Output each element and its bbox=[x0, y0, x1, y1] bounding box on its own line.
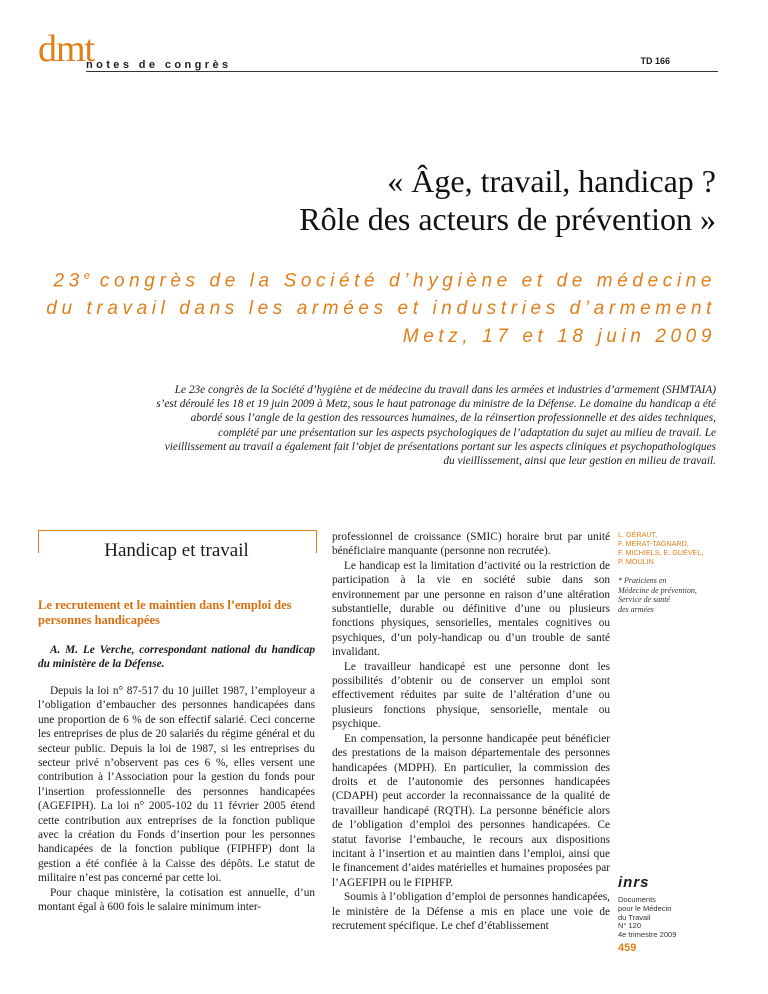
paragraph: En compensation, la personne handicapée peut bénéficier des prestations de la maison départementale des personnes handicapées (MDPH). En particulier, la commission des droits et de l’autonomie des personnes handicapées (CDAPH) peut accorder la reconnaissance de la qualité de travailleur handicapé (RQTH). La personne bénéficie alors de l’obligation d’emploi des personnes handicapées. Ce statut favorise l’embauche, le recours aux dispositions incitant à l’insertion et au maintien dans l’emploi, ainsi que le financement d’aides matérielles et humaines proposées par l’AGEFIPH ou le FIPHFP. bbox=[332, 732, 610, 889]
affiliation-note bbox=[618, 576, 728, 614]
note-line: des armées bbox=[618, 604, 654, 614]
congress-line-1-text: congrès de la Société d’hygiène et de médecine bbox=[89, 270, 716, 292]
series-label: notes de congrès bbox=[86, 59, 232, 71]
journal-line: pour le Médecin bbox=[618, 903, 672, 913]
author: F. MICHIELS, E. GUÉVEL, bbox=[618, 548, 704, 557]
author: P. MOULIN bbox=[618, 557, 654, 566]
section-title: Handicap et travail bbox=[104, 540, 249, 561]
journal-info bbox=[618, 896, 718, 940]
title-line-1: « Âge, travail, handicap ? bbox=[387, 163, 716, 199]
document-ref: TD 166 bbox=[640, 56, 670, 66]
paragraph: Depuis la loi n° 87-517 du 10 juillet 1987, l’employeur a l’obligation d’embaucher des personnes handicapées dans une proportion de 6 % de son effectif salarié. Ceci concerne les entreprises de plus de 20 salariés du régime général et du secteur public. Depuis la loi de 1987, si les entreprises du secteur privé n’observent pas ces 6 %, elles versent une contribution à l’Association pour la gestion du fonds pour l’insertion professionnelle des personnes handicapées (AGEFIPH). La loi n° 2005-102 du 11 février 2005 étend cette contribution aux entreprises de la fonction publique avec la création du Fonds d’insertion pour les personnes handicapées de la fonction publique (FIPHFP) dont la gestion a été confiée à la Caisse des dépôts. Le statut de militaire n’est pas concerné par cette loi. bbox=[38, 685, 315, 885]
speaker-line: A. M. Le Verche, correspondant national du handicap du ministère de la Défense. bbox=[38, 644, 315, 671]
congress-line-3: Metz, 17 et 18 juin 2009 bbox=[402, 326, 716, 348]
note-line: Service de santé bbox=[618, 595, 670, 604]
congress-heading bbox=[36, 262, 716, 351]
journal-line: N° 120 bbox=[618, 921, 642, 931]
title-line-2: Rôle des acteurs de prévention » bbox=[299, 201, 716, 237]
congress-number: 23 bbox=[53, 270, 84, 292]
journal-line: Documents bbox=[618, 895, 656, 904]
column-2 bbox=[332, 530, 610, 933]
page-number: 459 bbox=[618, 942, 637, 954]
congress-line-1 bbox=[36, 262, 716, 295]
paragraph: Le travailleur handicapé est une personne dont les possibilités d’obtenir ou de conserver un emploi sont effectivement réduites par suite de l’altération d’une ou plusieurs fonctions physique, sensorielle, mentale ou psychique. bbox=[332, 660, 610, 731]
note-line: * Praticiens en bbox=[618, 576, 667, 585]
subsection-heading: Le recrutement et le maintien dans l’emploi des personnes handicapées bbox=[38, 598, 292, 627]
author: L. GÉRAUT, bbox=[618, 530, 658, 539]
column-1 bbox=[38, 684, 315, 915]
dmt-logo: dmt bbox=[38, 28, 95, 70]
paragraph: Le handicap est la limitation d’activité ou la restriction de participation à la vie en société subie dans son environnement par une personne en raison d’une altération substantielle, durable ou définitive d’une ou plusieurs fonctions physiques, sensorielles, mentales cognitives ou psychiques, d’un poly-handicap ou d’un trouble de santé invalidant. bbox=[332, 559, 610, 659]
paragraph: professionnel de croissance (SMIC) horaire brut par unité bénéficiaire manquante (personne non recrutée). bbox=[332, 531, 610, 558]
authors bbox=[618, 530, 728, 566]
paragraph: Soumis à l’obligation d’emploi de personnes handicapées, le ministère de la Défense a mis en place une voie de recrutement spécifique. Le chef d’établissement bbox=[332, 891, 610, 932]
header-rule bbox=[86, 71, 718, 72]
journal-line: 4e trimestre 2009 bbox=[618, 930, 677, 940]
abstract: Le 23e congrès de la Société d’hygiène et de médecine du travail dans les armées et industries d’armement (SHMTAIA) s’est déroulé les 18 et 19 juin 2009 à Metz, sous le haut patronage du ministre de la Défense. Le domaine du handicap a été abordé sous l’angle de la gestion des ressources humaines, de la réinsertion professionnelle et des aides techniques, complété par une présentation sur les aspects psychologiques de l’adaptation du sujet au milieu de travail. Le vieillissement au travail a également fait l’objet de présentations portant sur les aspects cliniques et psychopathologiques du vieillissement, ainsi que leur gestion en milieu de travail. bbox=[156, 384, 716, 468]
congress-number-sup: e bbox=[83, 270, 90, 282]
paragraph: Pour chaque ministère, la cotisation est annuelle, d’un montant égal à 600 fois le salaire minimum inter- bbox=[38, 886, 315, 914]
author: F. MERAT-TAGNARD, bbox=[618, 539, 689, 548]
article-title bbox=[76, 162, 716, 238]
journal-line: du Travail bbox=[618, 912, 651, 922]
note-line: Médecine de prévention, bbox=[618, 585, 697, 595]
congress-line-2: du travail dans les armées et industries d’armement bbox=[46, 298, 716, 320]
inrs-logo: inrs bbox=[618, 874, 650, 891]
